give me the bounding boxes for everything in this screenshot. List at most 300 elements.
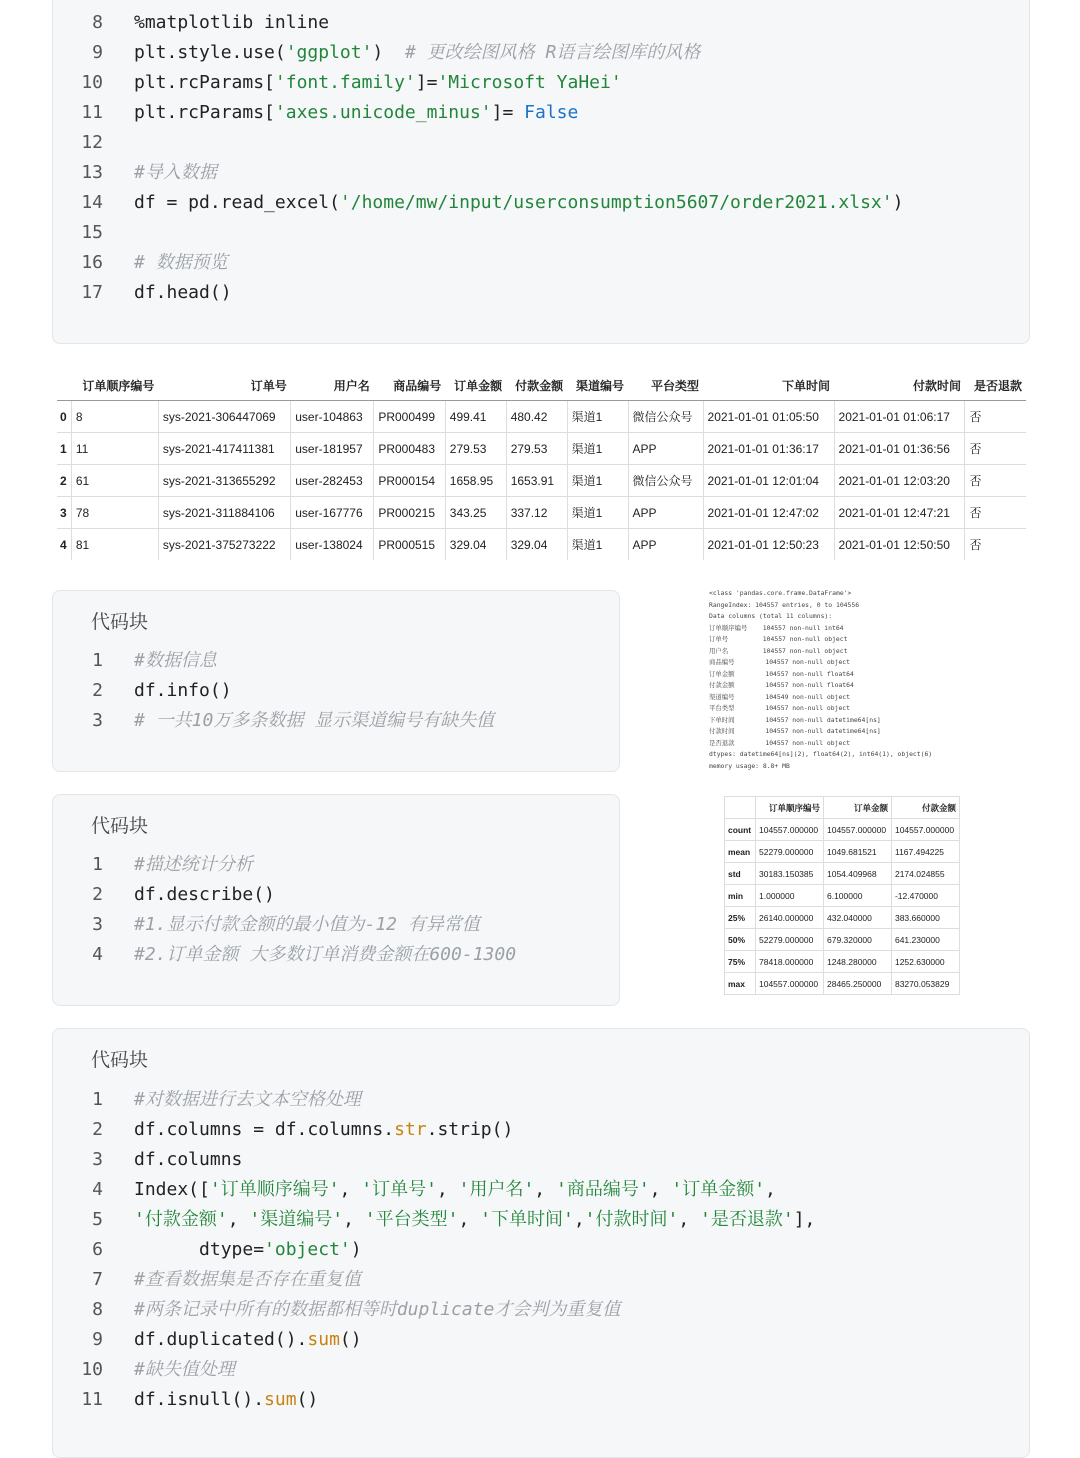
table-cell: PR000483 [374,433,445,465]
table-row [725,951,960,973]
row-index: 3 [57,497,71,529]
code-text [134,8,329,38]
table-cell: 1167.494225 [891,841,959,863]
info-line: 付款时间 104557 non-null datetime64[ns] [709,727,881,735]
code-text [134,676,232,706]
code-text [134,188,903,218]
code-token: plt.style.use( [134,42,286,63]
info-line: 渠道编号 104549 non-null object [709,692,850,701]
code-token: ]= [415,72,438,93]
code-string: '下单时间' [480,1209,574,1230]
code-text [134,1295,620,1325]
code-text [134,910,480,940]
code-line [53,278,1029,308]
code-comment: # 数据预览 [134,252,228,273]
code-line [53,38,1029,68]
code-token: ], [793,1209,816,1230]
info-line: Data columns (total 11 columns): [709,612,833,620]
table-cell: 30183.150385 [756,863,824,885]
table-cell: 渠道1 [567,497,628,529]
table-cell: sys-2021-311884106 [158,497,290,529]
code-string: 'ggplot' [285,42,373,63]
column-header: 付款金额 [891,797,959,819]
code-token: , [765,1179,776,1200]
table-cell: 否 [965,465,1026,497]
table-row [725,863,960,885]
code-line [53,1385,1029,1415]
code-text [134,940,516,970]
code-token: sum [264,1389,297,1410]
code-line [53,128,1029,158]
code-text [134,38,700,68]
code-line [53,850,619,880]
table-cell: 104557.000000 [891,819,959,841]
info-line: 用户名 104557 non-null object [709,646,848,655]
table-cell: 2021-01-01 01:06:17 [834,401,965,433]
code-token: sum [307,1329,340,1350]
line-number: 7 [92,1269,103,1290]
line-number: 10 [81,72,103,93]
table-row [57,433,1026,465]
code-line [53,98,1029,128]
table-cell: PR000499 [374,401,445,433]
table-cell: 104557.000000 [756,819,824,841]
code-string: '订单顺序编号' [209,1179,340,1200]
code-token: df.describe() [134,884,275,905]
code-line [53,940,619,970]
line-number: 14 [81,192,103,213]
table-cell: user-282453 [291,465,374,497]
table-cell: 480.42 [506,401,567,433]
table-header-row [57,370,1026,401]
code-lines [53,850,619,970]
code-text [134,850,253,880]
code-token: df = pd.read_excel( [134,192,340,213]
table-cell: 2021-01-01 12:47:21 [834,497,965,529]
code-token: df.isnull(). [134,1389,265,1410]
table-cell: 渠道1 [567,465,628,497]
code-token: df.duplicated(). [134,1329,308,1350]
code-token: False [524,102,579,123]
column-header: 订单金额 [445,370,506,401]
table-cell: 否 [965,529,1026,561]
code-text [134,1265,361,1295]
line-number: 2 [92,680,103,701]
info-line: <class 'pandas.core.frame.DataFrame'> [709,589,852,597]
code-line [53,1355,1029,1385]
table-cell: 1.000000 [756,885,824,907]
table-cell: 1049.681521 [823,841,891,863]
line-number: 4 [92,1179,103,1200]
code-lines [53,1085,1029,1415]
row-label: count [725,819,756,841]
table-cell: 1248.280000 [823,951,891,973]
code-text [134,706,494,736]
table-cell: 1252.630000 [891,951,959,973]
code-line [53,910,619,940]
column-header: 用户名 [291,370,374,401]
line-number: 10 [81,1359,103,1380]
line-number: 17 [81,282,103,303]
code-line [53,248,1029,278]
column-header: 商品编号 [374,370,445,401]
line-number: 2 [92,884,103,905]
table-cell: 1658.95 [445,465,506,497]
table-cell: 2021-01-01 01:05:50 [703,401,834,433]
table-cell: 329.04 [506,529,567,561]
table-row [57,465,1026,497]
code-text [134,1385,318,1415]
table-cell: 432.040000 [823,907,891,929]
code-text [134,1355,235,1385]
table-cell: sys-2021-313655292 [158,465,290,497]
table-cell: 279.53 [506,433,567,465]
code-string: 'axes.unicode_minus' [274,102,492,123]
code-text [134,1145,242,1175]
table-cell: 83270.053829 [891,973,959,995]
table-cell: 2021-01-01 12:50:23 [703,529,834,561]
table-cell: 337.12 [506,497,567,529]
code-line [53,188,1029,218]
code-token: ) [350,1239,362,1260]
code-text [134,1085,361,1115]
info-line: 下单时间 104557 non-null datetime64[ns] [709,715,881,724]
code-token: plt.rcParams[ [134,102,275,123]
info-line: 订单顺序编号 104557 non-null int64 [709,623,844,632]
code-line [53,676,619,706]
table-cell: 81 [71,529,158,561]
table-header-row [725,797,960,819]
table-cell: 6.100000 [823,885,891,907]
table-row [725,885,960,907]
code-string: '/home/mw/input/userconsumption5607/order2021.xlsx' [339,192,893,213]
index-header [57,370,71,401]
table-cell: 2021-01-01 12:03:20 [834,465,965,497]
code-text [134,1325,362,1355]
column-header: 渠道编号 [567,370,628,401]
code-text [134,880,275,910]
line-number: 15 [81,222,103,243]
line-number: 11 [81,1389,103,1410]
code-string: 'object' [264,1239,351,1260]
table-cell: 11 [71,433,158,465]
code-line [53,1145,1029,1175]
table-cell: 499.41 [445,401,506,433]
table-cell: 1054.409968 [823,863,891,885]
code-line [53,1235,1029,1265]
code-text [134,1115,513,1145]
line-number: 6 [92,1239,103,1260]
table-cell: 否 [965,433,1026,465]
code-token: , [649,1179,672,1200]
code-block-describe [52,794,620,1006]
table-cell: APP [628,529,703,561]
row-index: 2 [57,465,71,497]
table-cell: 78418.000000 [756,951,824,973]
code-comment: #数据信息 [134,650,217,671]
table-cell: sys-2021-375273222 [158,529,290,561]
code-token: , [436,1179,459,1200]
code-block-title: 代码块 [91,611,149,633]
code-text [134,248,228,278]
code-line [53,1085,1029,1115]
code-token: ) [372,42,405,63]
table-cell: 否 [965,401,1026,433]
code-comment: #导入数据 [134,162,217,183]
column-header: 付款金额 [506,370,567,401]
table-cell: 否 [965,497,1026,529]
table-cell: 2021-01-01 12:50:50 [834,529,965,561]
table-row [725,929,960,951]
table-cell: 28465.250000 [823,973,891,995]
code-line [53,646,619,676]
code-comment: # 一共10万多条数据 显示渠道编号有缺失值 [134,710,495,731]
code-block-import [52,0,1030,344]
code-text [134,278,232,308]
table-cell: 104557.000000 [823,819,891,841]
column-header: 订单顺序编号 [71,370,158,401]
table-cell: 渠道1 [567,433,628,465]
table-cell: 2021-01-01 12:47:02 [703,497,834,529]
table-row [725,841,960,863]
code-lines [53,8,1029,308]
line-number: 11 [81,102,103,123]
table-cell: PR000515 [374,529,445,561]
table-cell: user-167776 [291,497,374,529]
line-number: 1 [92,854,103,875]
row-label: mean [725,841,756,863]
line-number: 9 [92,42,103,63]
line-number: 16 [81,252,103,273]
code-string: '订单金额' [671,1179,766,1200]
code-string: '付款金额' [134,1209,228,1230]
code-string: '付款时间' [584,1209,679,1230]
code-comment: #缺失值处理 [134,1359,235,1380]
code-token: %matplotlib inline [134,12,330,33]
column-header: 订单金额 [823,797,891,819]
code-string: '平台类型' [364,1209,459,1230]
code-token: .strip() [426,1119,514,1140]
code-text [134,1205,815,1235]
code-text [134,68,622,98]
head-output-table [57,370,1026,560]
table-cell: 2174.024855 [891,863,959,885]
table-cell: PR000215 [374,497,445,529]
table-cell: 383.660000 [891,907,959,929]
table-row [725,819,960,841]
row-label: min [725,885,756,907]
code-line [53,880,619,910]
table-cell: APP [628,433,703,465]
code-string: 'font.family' [274,72,416,93]
info-line: 商品编号 104557 non-null object [709,658,850,666]
code-comment: #2.订单金额 大多数订单消费金额在600-1300 [134,944,517,965]
column-header: 订单顺序编号 [756,797,824,819]
table-cell: 52279.000000 [756,929,824,951]
line-number: 8 [92,1299,103,1320]
code-token: Index([ [134,1179,210,1200]
table-cell: APP [628,497,703,529]
code-comment: #描述统计分析 [134,854,253,875]
code-block-clean [52,1028,1030,1458]
code-line [53,1175,1029,1205]
line-number: 2 [92,1119,103,1140]
table-cell: sys-2021-306447069 [158,401,290,433]
code-line [53,68,1029,98]
column-header: 下单时间 [703,370,834,401]
row-label: 50% [725,929,756,951]
info-line: RangeIndex: 104557 entries, 0 to 104556 [709,600,860,609]
code-line [53,8,1029,38]
code-text [134,1175,776,1205]
table-cell: 641.230000 [891,929,959,951]
row-index: 0 [57,401,71,433]
index-header [725,797,756,819]
column-header: 平台类型 [628,370,703,401]
describe-output-table [724,796,960,995]
line-number: 5 [92,1209,103,1230]
table-cell: 微信公众号 [628,465,703,497]
table-cell: 279.53 [445,433,506,465]
code-token: df.columns = df.columns. [134,1119,395,1140]
table-cell: 渠道1 [567,529,628,561]
code-token: df.info() [134,680,232,701]
info-line: memory usage: 8.8+ MB [709,761,790,770]
code-block-title: 代码块 [91,815,149,837]
code-block-info [52,590,620,772]
code-string: '是否退款' [700,1209,794,1230]
code-token: , [458,1209,481,1230]
info-line: dtypes: datetime64[ns](2), float64(2), int64(1), object(6) [709,750,933,758]
table-cell: 2021-01-01 01:36:17 [703,433,834,465]
column-header: 订单号 [158,370,290,401]
table-row [57,401,1026,433]
code-token: , [227,1209,250,1230]
table-cell: 2021-01-01 12:01:04 [703,465,834,497]
code-line [53,1115,1029,1145]
table-row [725,973,960,995]
code-token: df.columns [134,1149,243,1170]
line-number: 12 [81,132,103,153]
code-token: ) [892,192,904,213]
row-label: max [725,973,756,995]
line-number: 1 [92,1089,103,1110]
code-line [53,1205,1029,1235]
row-index: 1 [57,433,71,465]
code-token: plt.rcParams[ [134,72,275,93]
table-cell: 343.25 [445,497,506,529]
info-line: 是否退款 104557 non-null object [709,738,850,747]
code-line [53,1265,1029,1295]
table-cell: user-138024 [291,529,374,561]
line-number: 1 [92,650,103,671]
row-label: 25% [725,907,756,929]
code-token: () [339,1329,362,1350]
code-token: ]= [491,102,525,123]
code-text [134,646,217,676]
code-string: '订单号' [361,1179,437,1200]
line-number: 9 [92,1329,103,1350]
code-token: () [296,1389,319,1410]
code-comment: #查看数据集是否存在重复值 [134,1269,361,1290]
code-token: , [678,1209,701,1230]
code-token: , [339,1179,362,1200]
row-label: std [725,863,756,885]
code-token: dtype= [134,1239,265,1260]
code-line [53,158,1029,188]
code-line [53,706,619,736]
code-block-title: 代码块 [91,1049,149,1071]
code-comment: #1.显示付款金额的最小值为-12 有异常值 [134,914,480,935]
code-comment: #两条记录中所有的数据都相等时duplicate才会判为重复值 [134,1299,621,1320]
table-row [57,497,1026,529]
code-line [53,1325,1029,1355]
table-cell: 104557.000000 [756,973,824,995]
info-line: 订单号 104557 non-null object [709,635,848,643]
line-number: 3 [92,710,103,731]
table-cell: PR000154 [374,465,445,497]
code-text [134,1235,362,1265]
code-text [134,158,217,188]
code-token: str [394,1119,427,1140]
line-number: 3 [92,914,103,935]
code-string: '用户名' [458,1179,535,1200]
code-line [53,218,1029,248]
row-label: 75% [725,951,756,973]
table-cell: 微信公众号 [628,401,703,433]
code-comment: #对数据进行去文本空格处理 [134,1089,361,1110]
table-cell: 26140.000000 [756,907,824,929]
table-cell: user-181957 [291,433,374,465]
table-cell: 679.320000 [823,929,891,951]
line-number: 4 [92,944,103,965]
table-row [57,529,1026,561]
code-token: , [534,1179,556,1200]
code-comment: # 更改绘图风格 R语言绘图库的风格 [404,42,701,63]
table-cell: 1653.91 [506,465,567,497]
table-cell: -12.470000 [891,885,959,907]
line-number: 3 [92,1149,103,1170]
code-string: 'Microsoft YaHei' [437,72,622,93]
code-lines [53,646,619,736]
table-cell: 8 [71,401,158,433]
info-line: 付款金额 104557 non-null float64 [709,681,854,689]
table-cell: sys-2021-417411381 [158,433,290,465]
table-cell: 2021-01-01 01:36:56 [834,433,965,465]
code-string: '渠道编号' [249,1209,344,1230]
code-token: df.head() [134,282,232,303]
code-token: , [343,1209,365,1230]
table-cell: user-104863 [291,401,374,433]
column-header: 是否退款 [965,370,1026,401]
info-line: 订单金额 104557 non-null float64 [709,669,854,678]
info-output [709,588,932,772]
line-number: 8 [92,12,103,33]
code-text [134,98,578,128]
table-cell: 329.04 [445,529,506,561]
column-header: 付款时间 [834,370,965,401]
code-line [53,1295,1029,1325]
table-cell: 52279.000000 [756,841,824,863]
table-cell: 61 [71,465,158,497]
code-string: '商品编号' [555,1179,650,1200]
row-index: 4 [57,529,71,561]
info-line: 平台类型 104557 non-null object [709,704,850,712]
table-cell: 78 [71,497,158,529]
table-cell: 渠道1 [567,401,628,433]
table-row [725,907,960,929]
line-number: 13 [81,162,103,183]
